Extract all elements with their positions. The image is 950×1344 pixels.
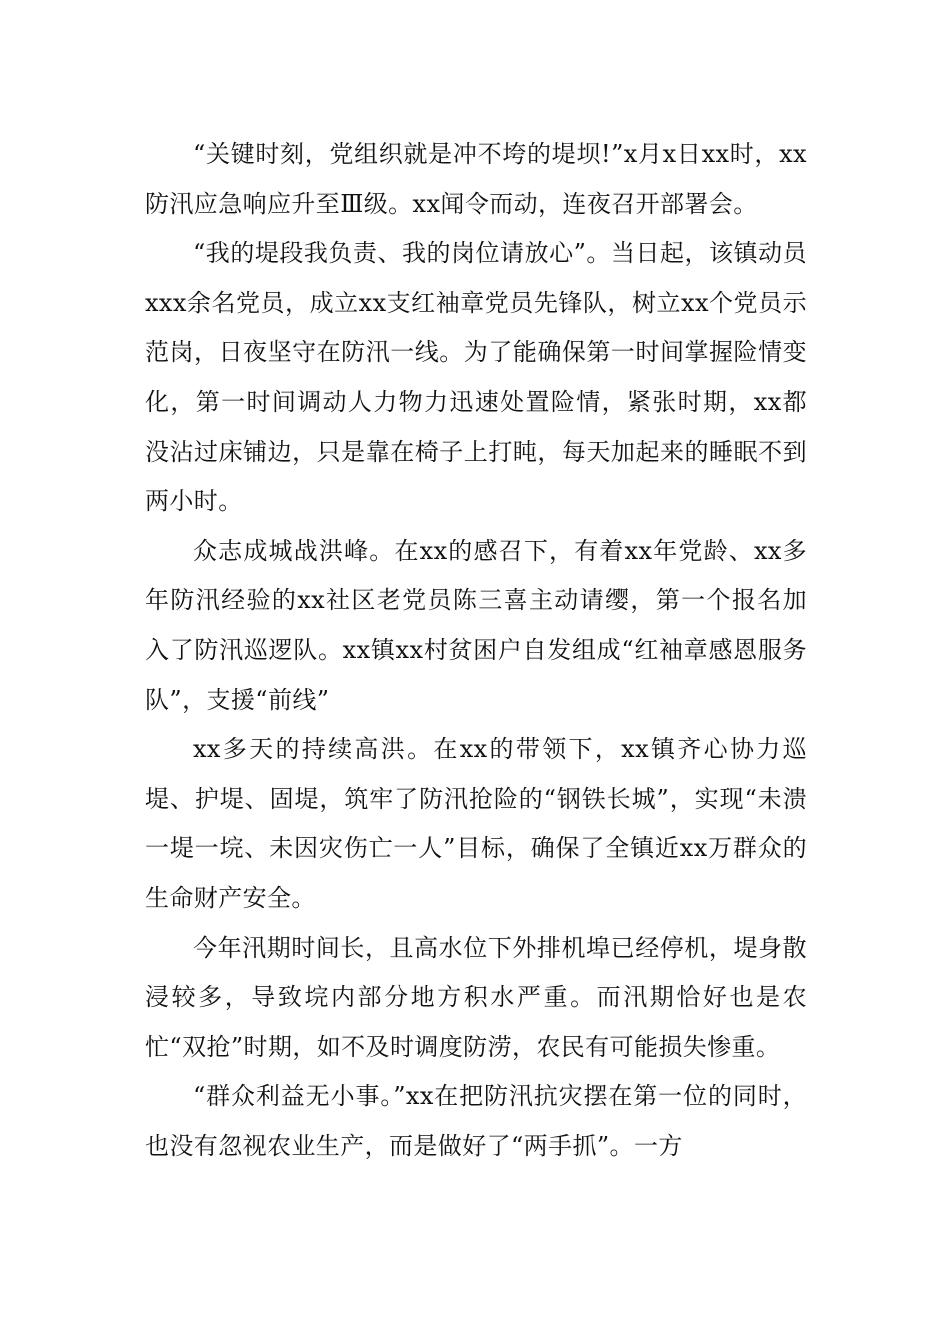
paragraph-3: 众志成城战洪峰。在xx的感召下，有着xx年党龄、xx多年防汛经验的xx社区老党员陈三喜主动请缨，第一个报名加入了防汛巡逻队。xx镇xx村贫困户自发组成“红袖章感恩服务队”，支援“前线” bbox=[145, 536, 807, 714]
paragraph-4: xx多天的持续高洪。在xx的带领下，xx镇齐心协力巡堤、护堤、固堤，筑牢了防汛抢险的“钢铁长城”，实现“未溃一堤一垸、未因灾伤亡一人”目标，确保了全镇近xx万群众的生命财产安全。 bbox=[145, 735, 807, 912]
document-body bbox=[145, 130, 807, 1171]
paragraph-1: “关键时刻，党组织就是冲不垮的堤坝!”x月x日xx时，xx防汛应急响应升至Ⅲ级。xx闻令而动，连夜召开部署会。 bbox=[145, 140, 807, 218]
paragraph-2: “我的堤段我负责、我的岗位请放心”。当日起，该镇动员xxx余名党员，成立xx支红袖章党员先锋队，树立xx个党员示范岗，日夜坚守在防汛一线。为了能确保第一时间掌握险情变化，第一时间调动人力物力迅速处置险情，紧张时期，xx都没沾过床铺边，只是靠在椅子上打盹，每天加起来的睡眠不到两小时。 bbox=[145, 239, 807, 516]
paragraph-5: 今年汛期时间长，且高水位下外排机埠已经停机，堤身散浸较多，导致垸内部分地方积水严重。而汛期恰好也是农忙“双抢”时期，如不及时调度防涝，农民有可能损失惨重。 bbox=[145, 933, 807, 1061]
paragraph-6: “群众利益无小事。”xx在把防汛抗灾摆在第一位的同时，也没有忽视农业生产，而是做好了“两手抓”。一方 bbox=[145, 1082, 807, 1160]
